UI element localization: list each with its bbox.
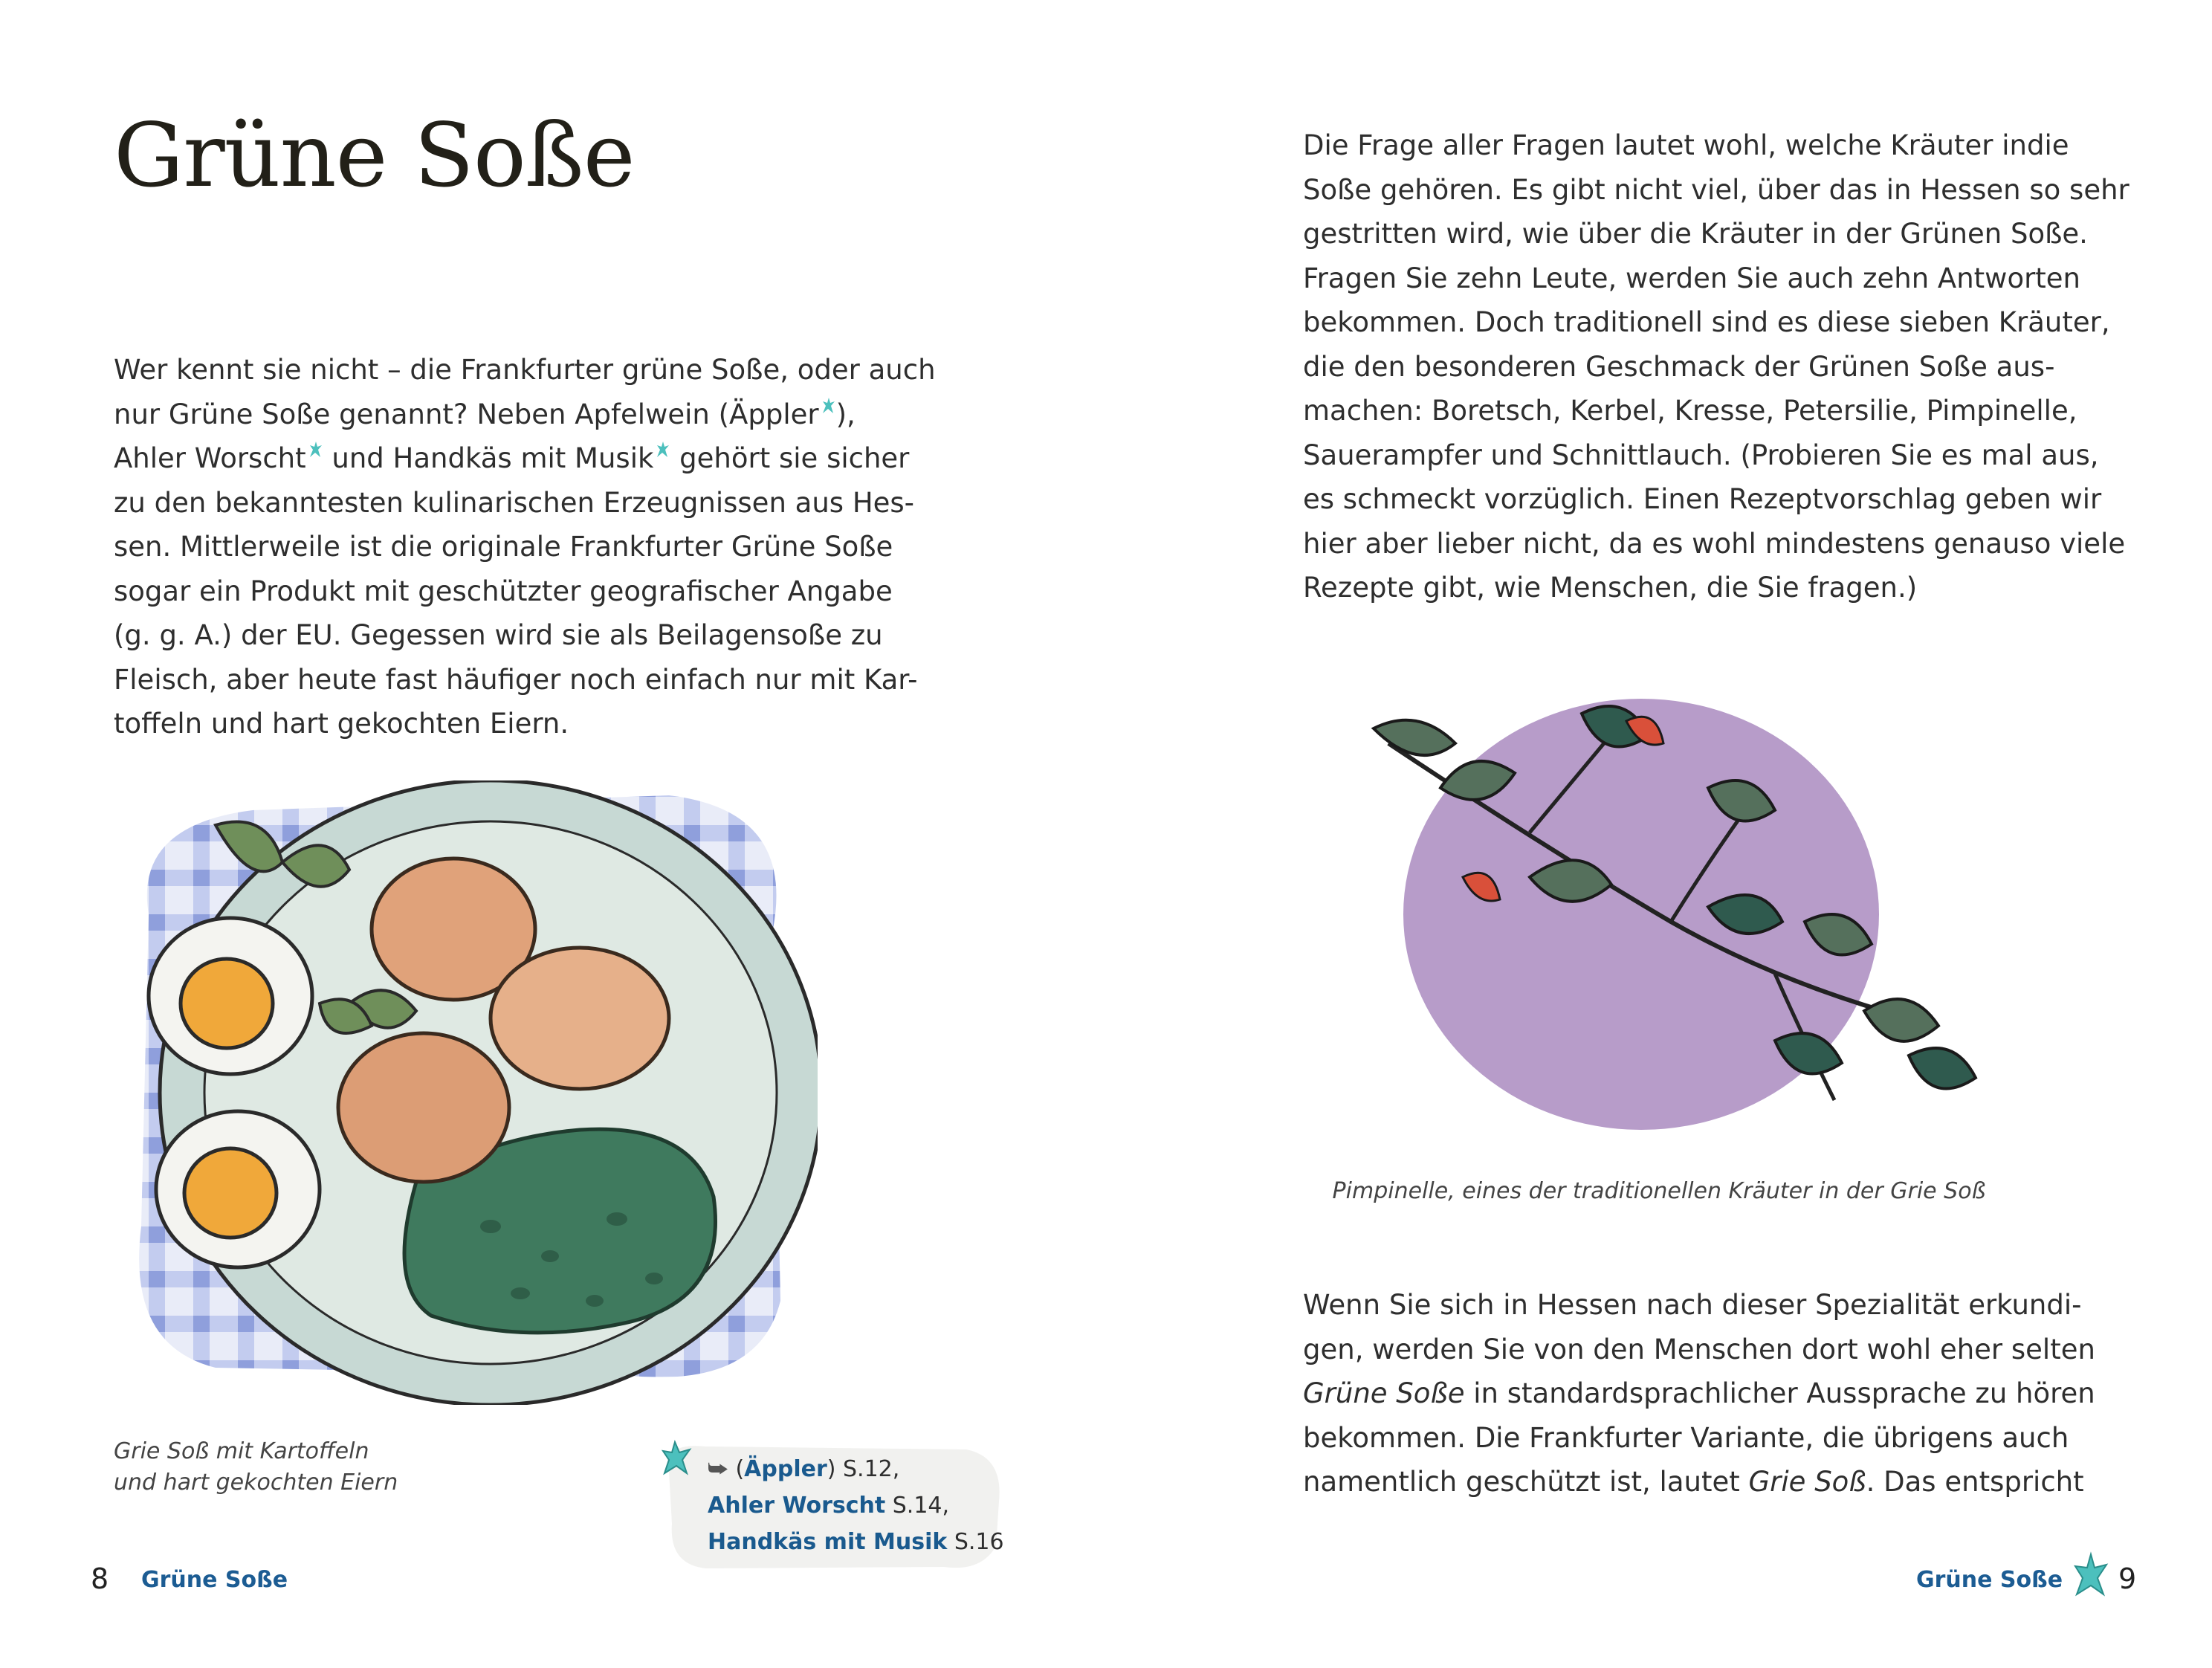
page-number: 9	[2118, 1562, 2137, 1595]
link-handkaes-mit-musik[interactable]: Handkäs mit Musik	[708, 1529, 948, 1555]
dialect-paragraph: Wenn Sie sich in Hessen nach dieser Spezialität erkundi- gen, werden Sie von den Menschen dort wohl eher selten Grüne Soße in standardsprachlicher Aussprache zu hören bekommen. Die Frankfurter Variante, die übrigens auch namentlich geschützt ist, lautet Grie Soß. Das entspricht	[1303, 1289, 2095, 1498]
hessen-lion-icon[interactable]	[654, 439, 670, 460]
page-number: 8	[91, 1562, 109, 1595]
running-title: Grüne Soße	[141, 1567, 288, 1593]
arrow-right-icon: ⮩	[708, 1456, 736, 1482]
hessen-lion-icon	[659, 1438, 694, 1478]
plate-illustration	[104, 780, 818, 1405]
hessen-lion-icon[interactable]	[820, 395, 836, 416]
cross-reference-box: ⮩ (Äppler) S.12, Ahler Worscht S.14, Handkäs mit Musik S.16	[662, 1442, 1003, 1568]
page-title: Grüne Soße	[114, 104, 635, 207]
hessen-lion-icon[interactable]	[307, 439, 323, 460]
hessen-lion-icon	[2071, 1550, 2111, 1599]
pimpinelle-illustration	[1359, 699, 2013, 1145]
intro-paragraph: Wer kennt sie nicht – die Frankfurter grüne Soße, oder auch nur Grüne Soße genannt? Neben Apfelwein (Äppler ), Ahler Worscht und Handkäs mit Musik gehört sie sicher zu den bekanntesten kulinarischen Erzeugnissen aus Hes- sen. Mittlerweile ist die originale Frankfurter Grüne Soße sogar ein Produkt mit geschützter geografischer Angabe (g. g. A.) der EU. Gegessen wird sie als Beilagensoße zu Fleisch, aber heute fast häufiger noch einfach nur mit Kar- toffeln und hart gekochten Eiern.	[114, 354, 936, 740]
image-caption: Pimpinelle, eines der traditionellen Kräuter in der Grie Soß	[1332, 1178, 1986, 1204]
image-caption: Grie Soß mit Kartoffeln und hart gekochten Eiern	[114, 1438, 398, 1496]
right-page	[1106, 0, 2212, 1668]
link-ahler-worscht[interactable]: Ahler Worscht	[708, 1493, 886, 1519]
running-title: Grüne Soße	[1916, 1567, 2063, 1593]
herbs-paragraph: Die Frage aller Fragen lautet wohl, welche Kräuter indie Soße gehören. Es gibt nicht viel, über das in Hessen so sehr gestritten wird, wie über die Kräuter in der Grünen Soße. Fragen Sie zehn Leute, werden Sie auch zehn Antworten bekommen. Doch traditionell sind es diese sieben Kräuter, die den besonderen Geschmack der Grünen Soße aus- machen: Boretsch, Kerbel, Kresse, Petersilie, Pimpinelle, Sauerampfer und Schnittlauch. (Probieren Sie es mal aus, es schmeckt vorzüglich. Einen Rezeptvorschlag geben wir hier aber lieber nicht, da es wohl mindestens genauso viele Rezepte gibt, wie Menschen, die Sie fragen.)	[1303, 129, 2129, 604]
link-aeppler[interactable]: Äppler	[744, 1456, 827, 1482]
